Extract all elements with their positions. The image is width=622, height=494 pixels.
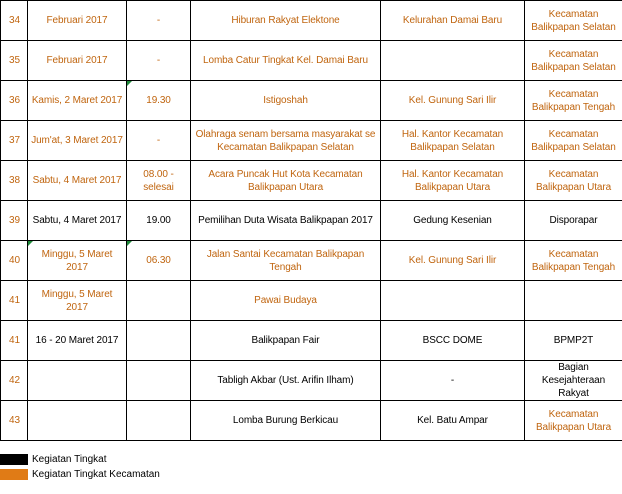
cell-date[interactable]	[28, 361, 127, 401]
table-row	[1, 121, 622, 161]
table-row	[1, 281, 622, 321]
cell-date[interactable]: 16 - 20 Maret 2017	[28, 321, 127, 361]
cell-place[interactable]: Hal. Kantor Kecamatan Balikpapan Utara	[381, 161, 525, 201]
cell-date[interactable]: Jum'at, 3 Maret 2017	[28, 121, 127, 161]
cell-time[interactable]	[127, 321, 191, 361]
cell-date[interactable]: Februari 2017	[28, 41, 127, 81]
table-row	[1, 201, 622, 241]
cell-place[interactable]: -	[381, 361, 525, 401]
cell-organizer[interactable]: Kecamatan Balikpapan Utara	[525, 401, 622, 441]
cell-organizer[interactable]: Kecamatan Balikpapan Utara	[525, 161, 622, 201]
cell-date[interactable]: Sabtu, 4 Maret 2017	[28, 201, 127, 241]
cell-time[interactable]	[127, 401, 191, 441]
cell-date[interactable]	[28, 401, 127, 441]
cell-no[interactable]: 38	[1, 161, 28, 201]
cell-organizer[interactable]: Kecamatan Balikpapan Selatan	[525, 121, 622, 161]
cell-time[interactable]: 08.00 - selesai	[127, 161, 191, 201]
cell-no[interactable]: 34	[1, 1, 28, 41]
cell-organizer[interactable]: Kecamatan Balikpapan Selatan	[525, 41, 622, 81]
cell-time[interactable]: -	[127, 121, 191, 161]
cell-place[interactable]: Kel. Batu Ampar	[381, 401, 525, 441]
cell-place[interactable]: Gedung Kesenian	[381, 201, 525, 241]
cell-place[interactable]: Hal. Kantor Kecamatan Balikpapan Selatan	[381, 121, 525, 161]
cell-event[interactable]: Lomba Catur Tingkat Kel. Damai Baru	[191, 41, 381, 81]
cell-time[interactable]	[127, 281, 191, 321]
cell-place[interactable]	[381, 41, 525, 81]
cell-time[interactable]: 19.30	[127, 81, 191, 121]
legend-item	[0, 468, 160, 480]
cell-no[interactable]: 36	[1, 81, 28, 121]
cell-time[interactable]: -	[127, 41, 191, 81]
table-row	[1, 161, 622, 201]
cell-no[interactable]: 40	[1, 241, 28, 281]
cell-no[interactable]: 42	[1, 361, 28, 401]
cell-event[interactable]: Olahraga senam bersama masyarakat se Kecamatan Balikpapan Selatan	[191, 121, 381, 161]
cell-event[interactable]: Tabligh Akbar (Ust. Arifin Ilham)	[191, 361, 381, 401]
legend-label: Kegiatan Tingkat	[32, 453, 107, 465]
cell-no[interactable]: 37	[1, 121, 28, 161]
cell-date[interactable]: Februari 2017	[28, 1, 127, 41]
table-row	[1, 41, 622, 81]
cell-date[interactable]: Minggu, 5 Maret 2017	[28, 241, 127, 281]
cell-no[interactable]: 43	[1, 401, 28, 441]
legend-swatch-orange	[0, 469, 28, 480]
cell-date[interactable]: Kamis, 2 Maret 2017	[28, 81, 127, 121]
table-row	[1, 401, 622, 441]
table-row	[1, 321, 622, 361]
legend-swatch-black	[0, 454, 28, 465]
cell-no[interactable]: 39	[1, 201, 28, 241]
cell-organizer[interactable]: Disporapar	[525, 201, 622, 241]
cell-organizer[interactable]: Kecamatan Balikpapan Selatan	[525, 1, 622, 41]
cell-organizer[interactable]: Kecamatan Balikpapan Tengah	[525, 81, 622, 121]
legend-item	[0, 453, 107, 465]
cell-place[interactable]: BSCC DOME	[381, 321, 525, 361]
cell-event[interactable]: Balikpapan Fair	[191, 321, 381, 361]
cell-no[interactable]: 41	[1, 281, 28, 321]
cell-place[interactable]	[381, 281, 525, 321]
cell-place[interactable]: Kelurahan Damai Baru	[381, 1, 525, 41]
table-row	[1, 81, 622, 121]
legend	[0, 440, 622, 494]
cell-date[interactable]: Minggu, 5 Maret 2017	[28, 281, 127, 321]
cell-organizer[interactable]: Bagian Kesejahteraan Rakyat	[525, 361, 622, 401]
cell-time[interactable]: -	[127, 1, 191, 41]
cell-event[interactable]: Istigoshah	[191, 81, 381, 121]
cell-time[interactable]	[127, 361, 191, 401]
cell-time[interactable]: 06.30	[127, 241, 191, 281]
cell-no[interactable]: 35	[1, 41, 28, 81]
cell-event[interactable]: Lomba Burung Berkicau	[191, 401, 381, 441]
table-row	[1, 1, 622, 41]
table-row	[1, 241, 622, 281]
cell-organizer[interactable]: BPMP2T	[525, 321, 622, 361]
table-row	[1, 361, 622, 401]
cell-event[interactable]: Hiburan Rakyat Elektone	[191, 1, 381, 41]
cell-event[interactable]: Pawai Budaya	[191, 281, 381, 321]
cell-place[interactable]: Kel. Gunung Sari Ilir	[381, 241, 525, 281]
cell-organizer[interactable]	[525, 281, 622, 321]
cell-event[interactable]: Jalan Santai Kecamatan Balikpapan Tengah	[191, 241, 381, 281]
cell-organizer[interactable]: Kecamatan Balikpapan Tengah	[525, 241, 622, 281]
cell-event[interactable]: Acara Puncak Hut Kota Kecamatan Balikpapan Utara	[191, 161, 381, 201]
cell-time[interactable]: 19.00	[127, 201, 191, 241]
cell-event[interactable]: Pemilihan Duta Wisata Balikpapan 2017	[191, 201, 381, 241]
cell-place[interactable]: Kel. Gunung Sari Ilir	[381, 81, 525, 121]
cell-no[interactable]: 41	[1, 321, 28, 361]
legend-label: Kegiatan Tingkat Kecamatan	[32, 468, 160, 480]
cell-date[interactable]: Sabtu, 4 Maret 2017	[28, 161, 127, 201]
